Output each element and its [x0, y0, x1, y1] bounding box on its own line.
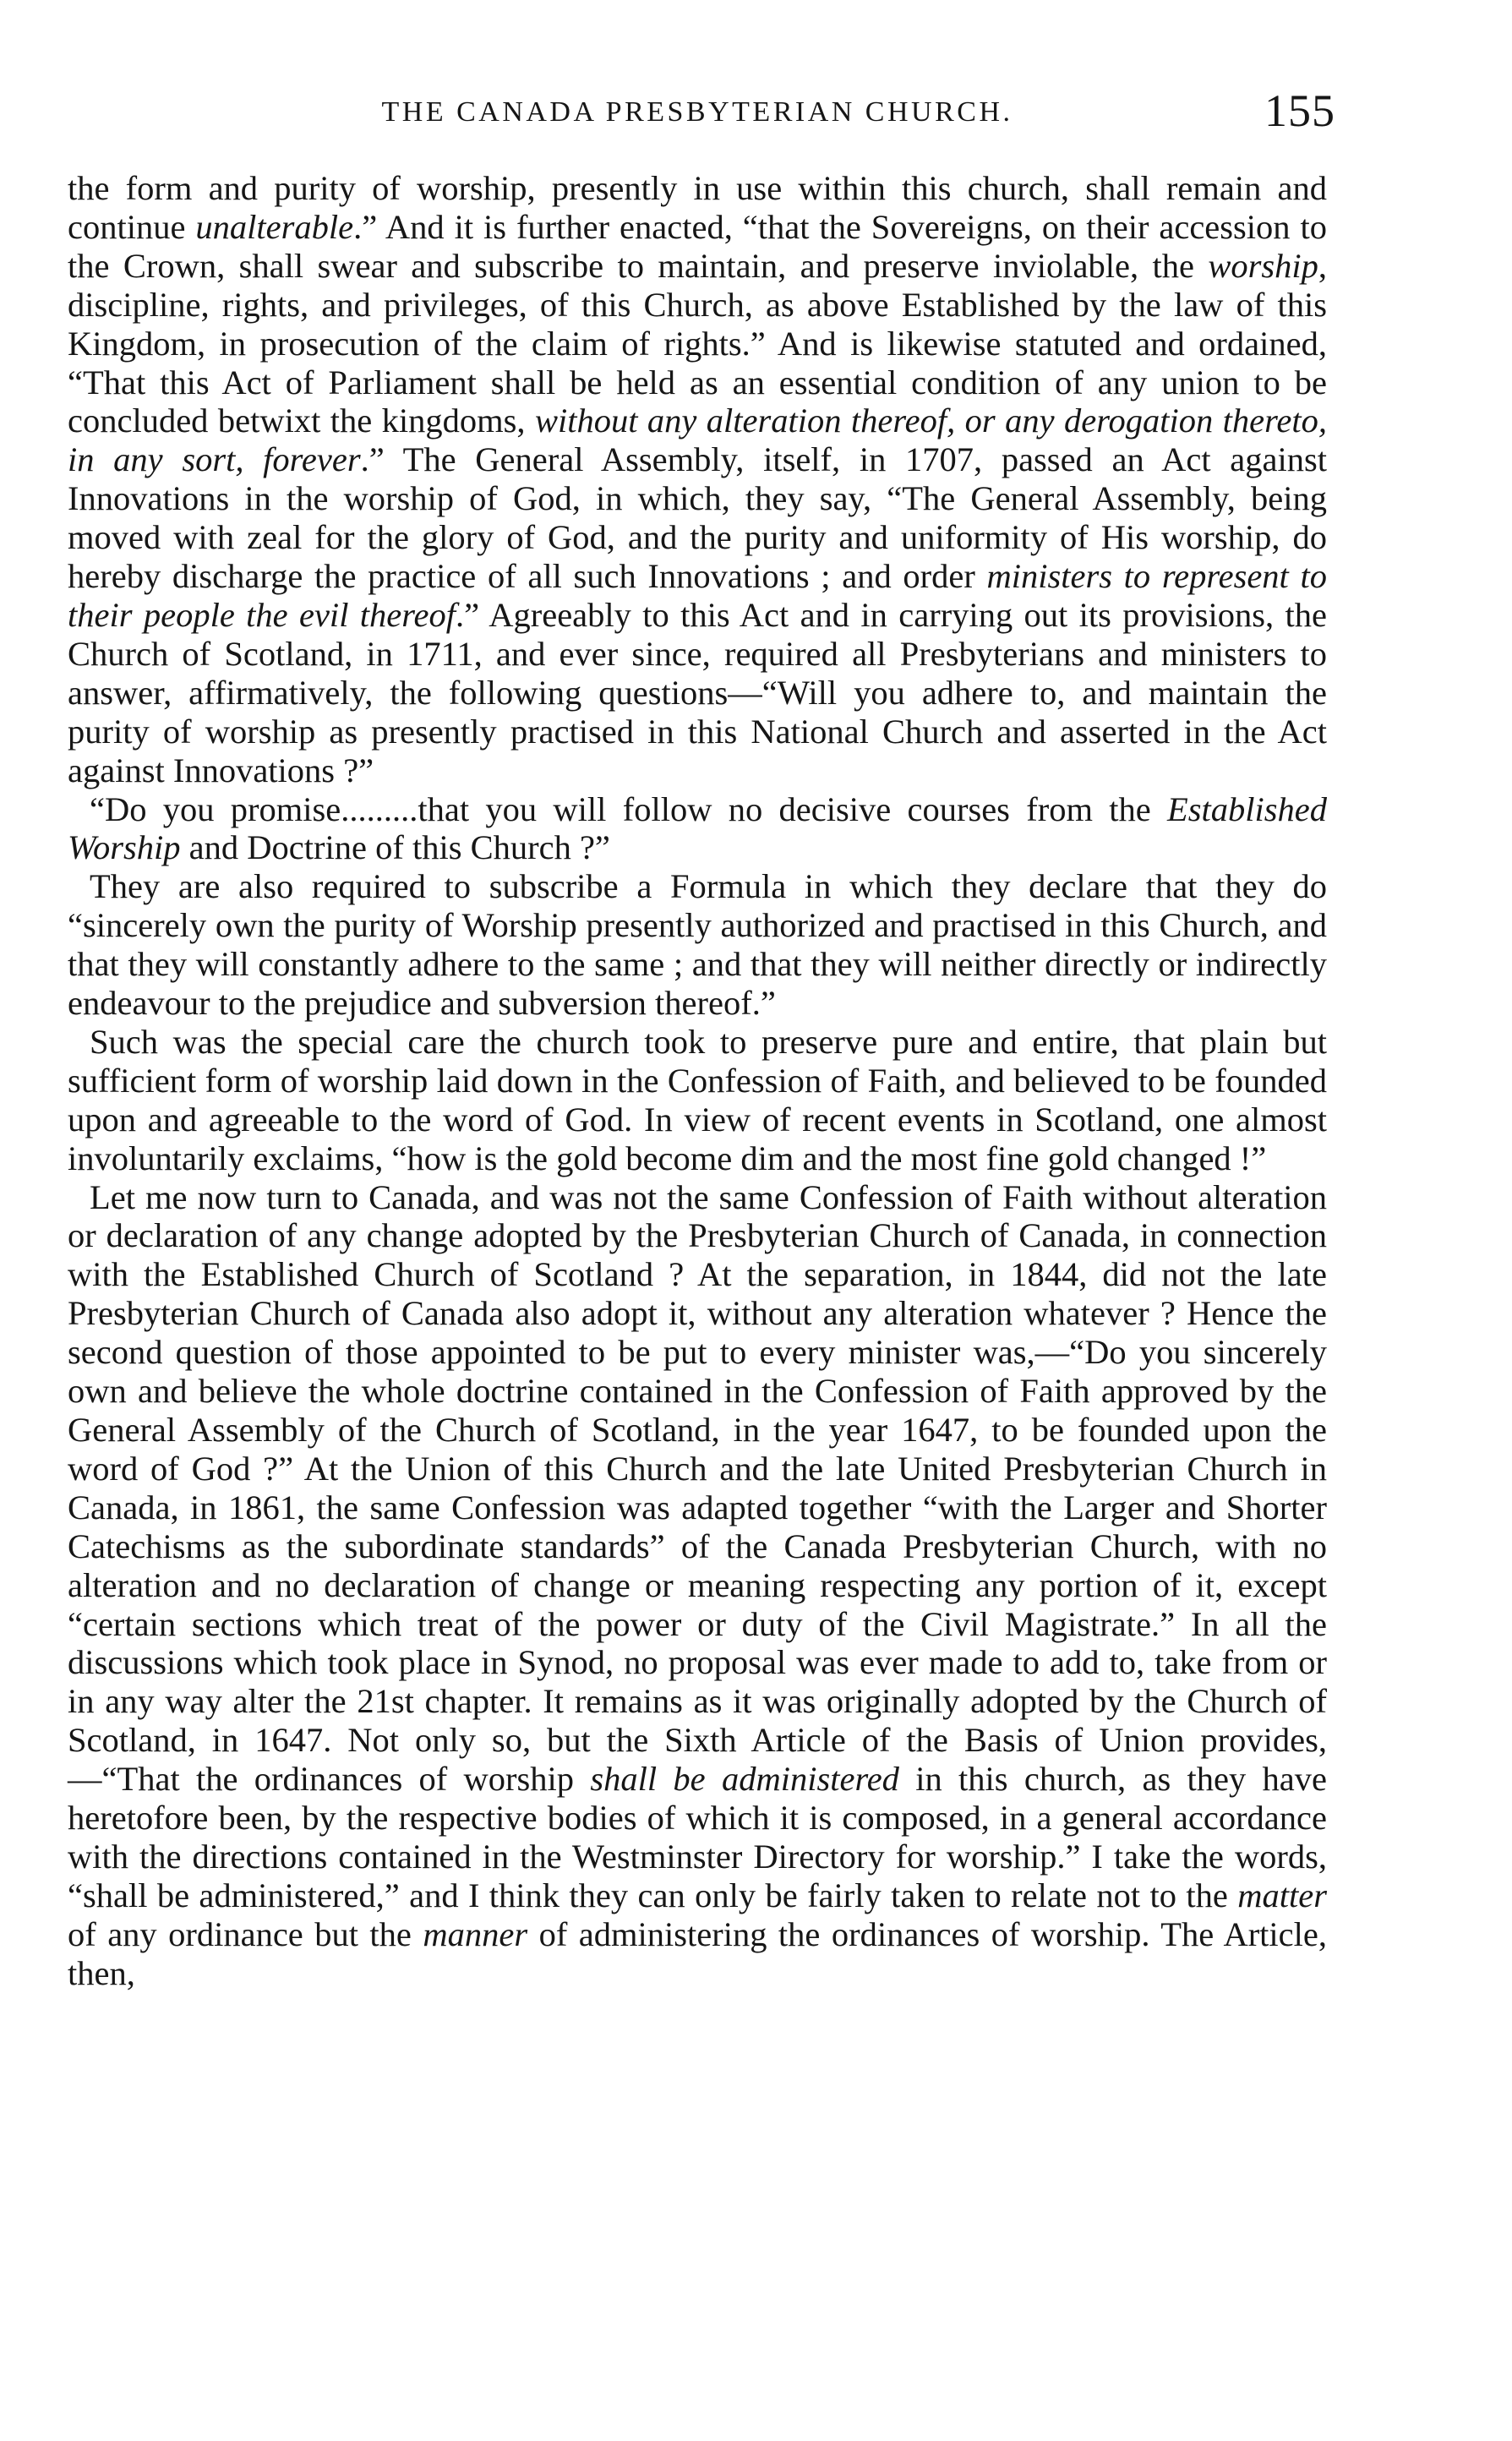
text-run: of any ordinance but the — [68, 1914, 423, 1953]
paragraph — [68, 169, 1327, 790]
text-run: .” Agreeably to this Act and in carrying out its provisions, the Church of Scotland, in 1711, and ever since, required all Presbyterians and ministers to answer, affirmatively, the following questions—“Will you adhere to, and maintain the purity of worship as presently practised in this National Church and asserted in the Act against Innovations ?” — [68, 595, 1327, 789]
running-title: THE CANADA PRESBYTERIAN CHURCH. — [381, 96, 1013, 128]
italic-text: worship — [1208, 246, 1318, 285]
page-number: 155 — [1264, 85, 1335, 136]
book-page — [68, 85, 1335, 1993]
italic-text: Established Worship — [68, 789, 1327, 867]
text-run: , discipline, rights, and privileges, of this Church, as above Established by the law of this Kingdom, in prosecution of the claim of rights.” And is likewise statuted and ordained, “That this Act of Parliament shall be held as an essential condition of any union to be concluded betwixt the kingdoms, — [68, 246, 1327, 440]
italic-text: manner — [423, 1914, 528, 1953]
italic-text: ministers to represent to their people the evil thereof — [68, 557, 1327, 634]
text-run: in this church, as they have heretofore been, by the respective bodies of which it is composed, in a general accordance with the directions contained in the Westminster Directory for worship.” I take the words, “shall be administered,” and I think they can only be fairly taken to relate not to the — [68, 1760, 1328, 1914]
text-run: Let me now turn to Canada, and was not the same Confession of Faith without alteration or declaration of any change adopted by the Presbyterian Church of Canada, in connection with the Established Church of Scotland ? At the separation, in 1844, did not the late Presbyterian Church of Canada also adopt it, without any alteration whatever ? Hence the second question of those appointed to be put to every minister was,—“Do you sincerely own and believe the whole doctrine contained in the Confession of Faith approved by the General Assembly of the Church of Scotland, in the year 1647, to be founded upon the word of God ?” At the Union of this Church and the late United Presbyterian Church in Canada, in 1861, the same Confession was adapted together “with the Larger and Shorter Catechisms as the subordinate standards” of the Canada Presbyterian Church, with no alteration and no declaration of change or meaning respecting any portion of it, except “certain sections which treat of the power or duty of the Civil Magistrate.” In all the discussions which took place in Synod, no proposal was ever made to add to, take from or in any way alter the 21st chapter. It remains as it was originally adopted by the Church of Scotland, in 1647. Not only so, but the Sixth Article of the Basis of Union provides,—“That the ordinances of worship — [68, 1177, 1327, 1799]
paragraph — [68, 790, 1327, 868]
text-run: Such was the special care the church took to preserve pure and entire, that plain but sufficient form of worship laid down in the Confession of Faith, and believed to be founded upon and agreeable to the word of God. In view of recent events in Scotland, one almost involuntarily exclaims, “how is the gold become dim and the most fine gold changed !” — [68, 1022, 1327, 1177]
paragraph — [68, 1023, 1327, 1178]
text-run: .” The General Assembly, itself, in 1707, passed an Act against Innovations in the worship of God, in which, they say, “The General Assembly, being moved with zeal for the glory of God, and the purity and uniformity of His worship, do hereby discharge the practice of all such Innovations ; and order — [68, 440, 1328, 596]
text-run: and Doctrine of this Church ?” — [180, 828, 610, 867]
paragraph — [68, 867, 1327, 1023]
italic-text: without any alteration thereof, or any derogation thereto, in any sort, forever — [68, 401, 1327, 479]
italic-text: matter — [1237, 1876, 1327, 1914]
body-text — [68, 169, 1327, 1993]
italic-text: unalterable — [195, 207, 354, 246]
text-run: They are also required to subscribe a Formula in which they declare that they do “sincerely own the purity of Worship presently authorized and practised in this Church, and that they will constantly adhere to the same ; and that they will neither directly or indirectly endeavour to the prejudice and subversion thereof.” — [68, 867, 1327, 1023]
text-run: of administering the ordinances of worship. The Article, then, — [68, 1914, 1328, 1992]
running-head — [68, 85, 1335, 144]
text-run: the form and purity of worship, presently in use within this church, shall remain and continue — [68, 169, 1327, 246]
text-run: “Do you promise.........that you will follow no decisive courses from the — [90, 789, 1167, 828]
paragraph — [68, 1178, 1327, 1993]
italic-text: shall be administered — [590, 1760, 899, 1799]
text-run: .” And it is further enacted, “that the Sovereigns, on their accession to the Crown, shall swear and subscribe to maintain, and preserve inviolable, the — [68, 207, 1327, 285]
